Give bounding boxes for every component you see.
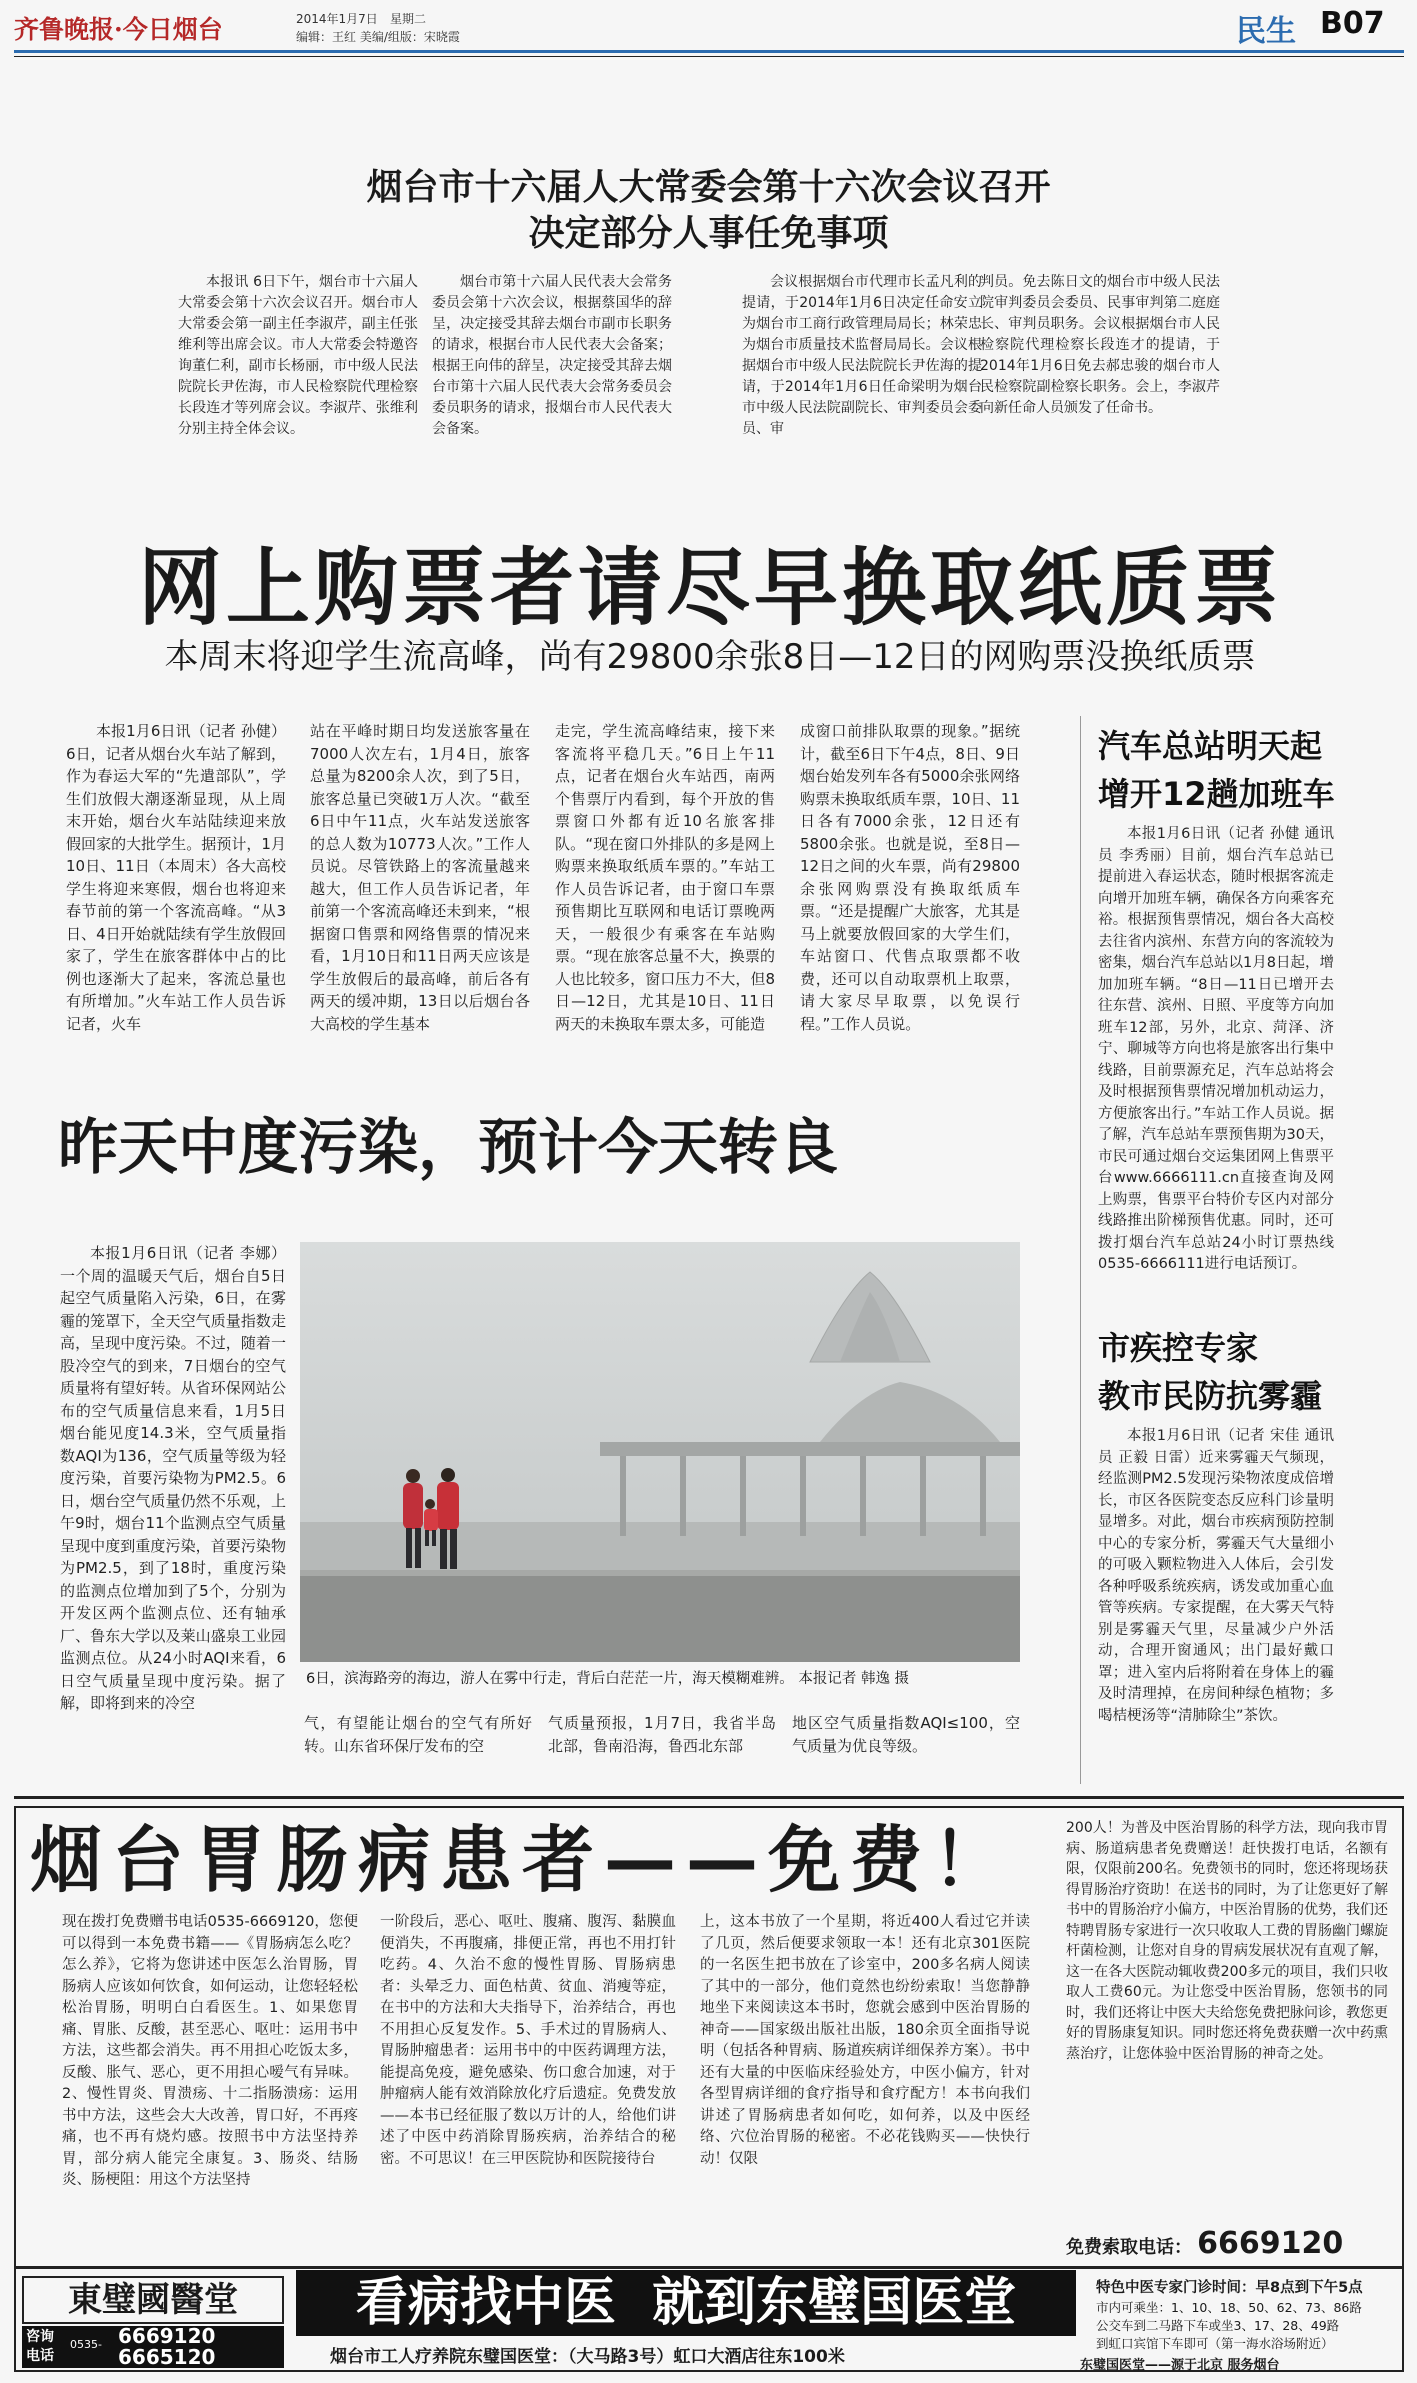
section-name: 民生 [1236, 14, 1296, 49]
article4-col3: 气质量预报，1月7日，我省半岛北部，鲁南沿海，鲁西北东部 [548, 1714, 776, 1755]
ad-logo: 東璧國醫堂 [22, 2276, 284, 2324]
column-divider [1080, 716, 1081, 1784]
article1-col1: 本报讯 6日下午，烟台市十六届人大常委会第十六次会议召开。烟台市人大常委会第一副主任李淑芹，副主任张维利等出席会议。市人大常委会特邀咨询董仁利，副市长杨丽，市中级人民法院院长尹佐海，市人民检察院代理检察长段连才等列席会议。李淑芹、张维利分别主持全体会议。 [178, 274, 418, 437]
masthead-rule [14, 50, 1404, 53]
ad-slogan: 看病找中医 就到东璧国医堂 [296, 2270, 1076, 2336]
ad-consult-label: 咨询电话 [26, 2329, 54, 2364]
smog-photo [300, 1242, 1020, 1662]
ad-consult-block [22, 2326, 284, 2368]
ad-bus-line1: 市内可乘坐：1、10、18、50、62、73、86路 [1096, 2300, 1362, 2315]
article1-col4: 判员。免去陈日文的烟台市中级人民法院审判委员会委员、民事审判第二庭庭长、审判员职务。会议根据烟台市人民检察院代理检察长段连才的提请，于2014年1月6日免去郝忠骏的烟台市人民检察院副检察长职务。会上，李淑芹向新任命人员颁发了任命书。 [980, 274, 1220, 416]
ad-area-code: 0535- [70, 2338, 102, 2351]
article2-col3: 走完，学生流高峰结束，接下来客流将平稳几天。”6日上午11点，记者在烟台火车站西，南两个售票厅内看到，每个开放的售票窗口外都有近10名旅客排队。“现在窗口外排队的多是网上购票来换取纸质车票的。”车站工作人员告诉记者，由于窗口车票预售期比互联网和电话订票晚两天，一般很少有乘客在车站购票。“现在旅客总量不大，换票的人也比较多，窗口压力不大，但8日—12日，尤其是10日、11日两天的未换取车票太多，可能造 [555, 722, 775, 1033]
masthead-rule-thin [14, 56, 1404, 57]
ad-col3: 上，这本书放了一个星期，将近400人看过它并读了几页，然后便要求领取一本！还有北京301医院的一名医生把书放在了诊室中，200多名病人阅读了其中的一部分，他们竟然也纷纷索取！当您静静地坐下来阅读这本书时，您就会感到中医治胃肠的神奇——国家级出版社出版，180余页全面指导说明（包括各种胃病、肠道疾病详细保养方案）。书中还有大量的中医临床经验处方，中医小偏方，针对各型胃病详细的食疗指导和食疗配方！本书向我们讲述了胃肠病患者如何吃，如何养，以及中医经络、穴位治胃肠的秘密。不必花钱购买——快快行动！仅限 [700, 1914, 1030, 2167]
article1-title-line2: 决定部分人事任免事项 [528, 213, 889, 254]
article2-headline: 网上购票者请尽早换取纸质票 [137, 539, 1282, 637]
ad-bus-line3: 到虹口宾馆下车即可（第一海水浴场附近） [1096, 2336, 1334, 2351]
article3-body: 本报1月6日讯（记者 孙健 通讯员 李秀丽）目前，烟台汽车总站已提前进入春运状态，随时根据客流走向增开加班车辆，确保各方向乘客充裕。根据预售票情况，烟台各大高校去往省内滨州、东营方向的客流较为密集，烟台汽车总站以1月8日起，增加加班车辆。“8日—11日已增开去往东营、滨州、日照、平度等方向加班车12部，另外，北京、菏泽、济宁、聊城等方向也将是旅客出行集中线路，目前票源充足，汽车总站将会及时根据预售票情况增加机动运力，方便旅客出行。”车站工作人员说。据了解，汽车总站车票预售期为30天，市民可通过烟台交运集团网上售票平台www.6666111.cn直接查询及网上购票，售票平台特价专区内对部分线路推出阶梯预售优惠。同时，还可拨打烟台汽车总站24小时订票热线0535-6666111进行电话预订。 [1098, 826, 1334, 1272]
photo-caption: 6日，滨海路旁的海边，游人在雾中行走，背后白茫茫一片，海天模糊难辨。 本报记者 韩逸 摄 [306, 1671, 910, 1687]
ad-col4: 200人！为普及中医治胃肠的科学方法，现向我市胃病、肠道病患者免费赠送！赶快拨打电话，名额有限，仅限前200名。免费领书的同时，您还将现场获得胃肠治疗资助！在送书的同时，为了让您更好了解书中的胃肠治疗小偏方，中医治胃肠的优势，我们还特聘胃肠专家进行一次只收取人工费的胃肠幽门螺旋杆菌检测，让您对自身的胃病发展状况有直观了解，这一在各大医院动辄收费200多元的项目，我们只收取人工费60元。为让您受中医治胃肠，您领书的同时，我们还将让中医大夫给您免费把脉问诊，教您更好的胃肠康复知识。同时您还将免费获赠一次中药熏蒸治疗，让您体验中医治胃肠的神奇之处。 [1066, 1820, 1388, 2062]
article4-col4: 地区空气质量指数AQI≤100，空气质量为优良等级。 [792, 1714, 1020, 1755]
article1-col2: 烟台市第十六届人民代表大会常务委员会第十六次会议，根据蔡国华的辞呈，决定接受其辞去烟台市副市长职务的请求，根据台市人民代表大会备案；根据王向伟的辞呈，决定接受其辞去烟台市第十六届人民代表大会常务委员会委员职务的请求，报烟台市人民代表大会备案。 [432, 274, 672, 437]
ad-col1: 现在拨打免费赠书电话0535-6669120，您便可以得到一本免费书籍——《胃肠病怎么吃？怎么养》，它将为您讲述中医怎么治胃肠，胃肠病人应该如何饮食，如何运动，让您轻轻松松治胃肠，明明白白看医生。1、如果您胃痛、胃胀、反酸，甚至恶心、呕吐：运用书中方法，这些都会消失。再不用担心吃饭太多，反酸、胀气、恶心，更不用担心嗳气有异味。2、慢性胃炎、胃溃疡、十二指肠溃疡：运用书中方法，这些会大大改善，胃口好，不再疼痛，也不再有烧灼感。按照书中方法坚持养胃，部分病人能完全康复。3、肠炎、结肠炎、肠梗阻：用这个方法坚持 [62, 1914, 358, 2188]
article5-title-line1: 市疾控专家 [1098, 1329, 1259, 1367]
masthead-weekday: 星期二 [390, 12, 427, 26]
ad-headline: 烟台胃肠病患者——免费！ [30, 1818, 1015, 1902]
article1-col3: 会议根据烟台市代理市长孟凡利的提请，于2014年1月6日决定任命安立为烟台市工商行政管理局局长；林荣忠为烟台市质量技术监督局局长。会议根据烟台市中级人民法院院长尹佐海的提请，于2014年1月6日任命梁明为烟台市中级人民法院副院长、审判委员会委员、审 [742, 274, 982, 437]
article4-col1: 本报1月6日讯（记者 李娜）一个周的温暖天气后，烟台自5日起空气质量陷入污染，6日，在雾霾的笼罩下，全天空气质量指数走高，呈现中度污染。不过，随着一股冷空气的到来，7日烟台的空气质量将有望好转。从省环保网站公布的空气质量信息来看，1月5日烟台能见度14.3米，空气质量指数AQI为136，空气质量等级为轻度污染，首要污染物为PM2.5。6日，烟台空气质量仍然不乐观，上午9时，烟台11个监测点空气质量呈现中度到重度污染，首要污染物为PM2.5，到了18时，重度污染的监测点位增加到了5个，分别为开发区两个监测点位、还有轴承厂、鲁东大学以及莱山盛泉工业园监测点位。从24小时AQI来看，6日空气质量呈现中度污染。据了解，即将到来的冷空 [60, 1244, 286, 1712]
page-number: B07 [1320, 6, 1385, 41]
article2-col2: 站在平峰时期日均发送旅客量在7000人次左右，1月4日，旅客总量为8200余人次，到了5日，旅客总量已突破1万人次。“截至6日中午11点，火车站发送旅客的总人数为10773人次。”工作人员说。尽管铁路上的客流量越来越大，但工作人员告诉记者，年前第一个客流高峰还未到来，“根据窗口售票和网络售票的情况来看，1月10日和11日两天应该是学生放假后的最高峰，前后各有两天的缓冲期，13日以后烟台各大高校的学生基本 [310, 722, 530, 1033]
article5-title-line2: 教市民防抗雾霾 [1098, 1377, 1323, 1415]
ad-address: 烟台市工人疗养院东璧国医堂：（大马路3号）虹口大酒店往东100米 [330, 2347, 845, 2367]
ad-phone1: 6669120 [118, 2324, 216, 2348]
article2-col4: 成窗口前排队取票的现象。”据统计，截至6日下午4点，8日、9日烟台始发列车各有5000余张网络购票未换取纸质车票，10日、11日各有7000余张，12日还有5800余张。也就是说，至8日—12日之间的火车票，尚有29800余张网购票没有换取纸质车票。“还是提醒广大旅客，尤其是马上就要放假回家的大学生们，车站窗口、代售点取票都不收费，还可以自动取票机上取票，请大家尽早取票，以免误行程。”工作人员说。 [800, 722, 1020, 1033]
ad-phone2: 6665120 [118, 2345, 216, 2369]
masthead-paper: 齐鲁晚报·今日烟台 [14, 15, 223, 44]
article2-col1: 本报1月6日讯（记者 孙健）6日，记者从烟台火车站了解到，作为春运大军的“先遣部队”，学生们放假大潮逐渐显现，从上周末开始，烟台火车站陆续迎来放假回家的大批学生。据预计，1月10日、11日（本周末）各大高校学生将迎来寒假，烟台也将迎来春节前的第一个客流高峰。“从3日、4日开始就陆续有学生放假回家了，学生在旅客群体中占的比例也逐渐大了起来，客流总量也有所增加。”火车站工作人员告诉记者，火车 [66, 722, 286, 1033]
ad-hotline-label: 免费索取电话： [1066, 2237, 1192, 2258]
ad-hotline [1066, 2226, 1343, 2261]
ad-bus-line2: 公交车到二马路下车或坐3、17、28、49路 [1096, 2318, 1340, 2333]
ad-schedule: 特色中医专家门诊时间：早8点到下午5点 [1096, 2280, 1363, 2296]
ad-tagline: 东璧国医堂——源于北京 服务烟台 [1080, 2358, 1280, 2373]
masthead-date: 2014年1月7日 [296, 12, 378, 26]
masthead-editors: 编辑：王红 美编/组版：宋晓霞 [296, 30, 460, 44]
ad-top-rule [14, 1796, 1404, 1799]
article3-title-line2: 增开12趟加班车 [1098, 775, 1335, 813]
article4-col2: 气，有望能让烟台的空气有所好转。山东省环保厅发布的空 [304, 1714, 532, 1755]
article4-headline: 昨天中度污染，预计今天转良 [58, 1113, 838, 1183]
ad-col2: 一阶段后，恶心、呕吐、腹痛、腹泻、黏膜血便消失，不再腹痛，排便正常，再也不用打针吃药。4、久治不愈的慢性胃肠、胃肠病患者：头晕乏力、面色枯黄、贫血、消瘦等症，在书中的方法和大夫指导下，治养结合，再也不用担心反复发作。5、手术过的胃肠病人、胃肠肿瘤患者：运用书中的中医药调理方法，能提高免疫，避免感染、伤口愈合加速，对于肿瘤病人能有效消除放化疗后遗症。免费发放——本书已经征服了数以万计的人，给他们讲述了中医中药消除胃肠疾病，治养结合的秘密。不可思议！在三甲医院协和医院接待台 [380, 1914, 676, 2167]
article3-title-line1: 汽车总站明天起 [1098, 727, 1323, 765]
article2-subhead: 本周末将迎学生流高峰，尚有29800余张8日—12日的网购票没换纸质票 [164, 637, 1256, 677]
article5-body: 本报1月6日讯（记者 宋佳 通讯员 正毅 日雷）近来雾霾天气频现，经监测PM2.5发现污染物浓度成倍增长，市区各医院变态反应科门诊量明显增多。对此，烟台市疾病预防控制中心的专家分析，雾霾天气大量细小的可吸入颗粒物进入人体后，会引发各种呼吸系统疾病，诱发或加重心血管等疾病。专家提醒，在大雾天气特别是雾霾天气里，尽量减少户外活动，合理开窗通风；出门最好戴口罩；进入室内后将附着在身体上的霾及时清理掉，在房间种绿色植物；多喝桔梗汤等“清肺除尘”茶饮。 [1098, 1428, 1334, 1724]
article1-title-line1: 烟台市十六届人大常委会第十六次会议召开 [366, 167, 1051, 208]
smog-photo-illustration [300, 1242, 1020, 1662]
ad-hotline-number: 6669120 [1197, 2226, 1344, 2261]
